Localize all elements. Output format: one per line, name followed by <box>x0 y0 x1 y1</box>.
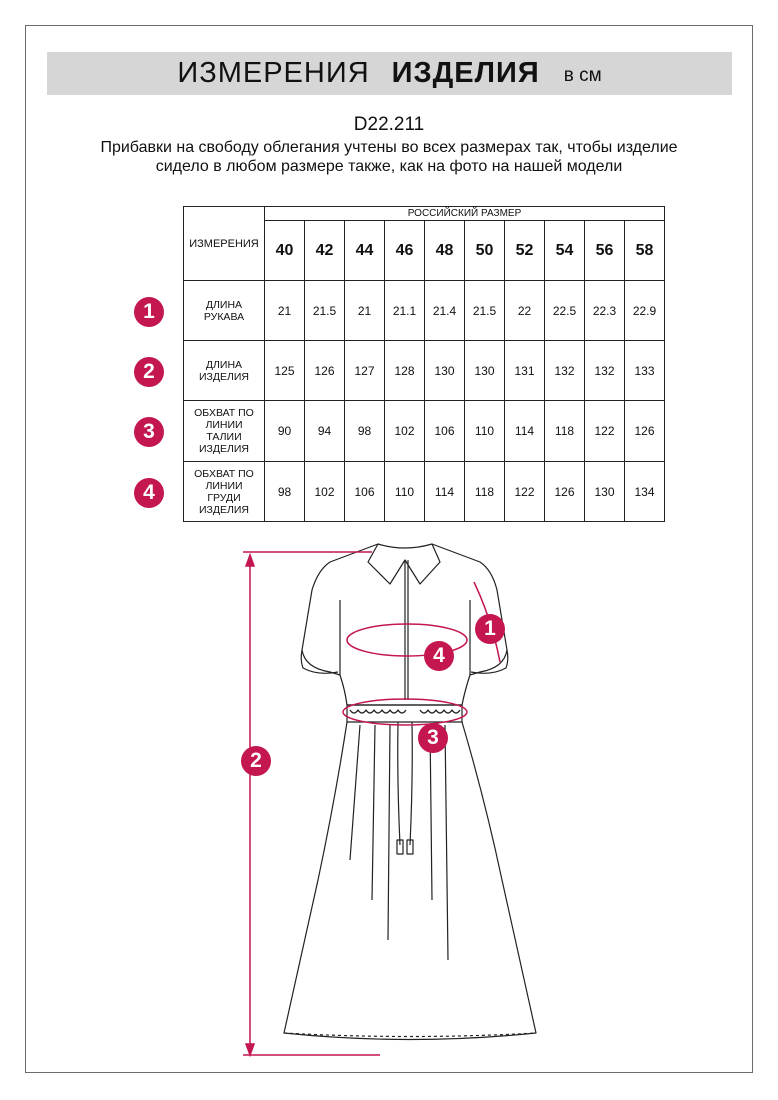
table-cell: 122 <box>585 401 625 462</box>
table-cell: 114 <box>505 401 545 462</box>
size-header-cell: 50 <box>465 221 505 281</box>
table-cell: 118 <box>465 462 505 522</box>
row-label-line: ЛИНИИ <box>205 419 243 431</box>
table-cell: 134 <box>625 462 665 522</box>
row-label-line: ДЛИНА <box>205 298 243 311</box>
diagram-marker-length: 2 <box>241 746 271 776</box>
table-cell: 21.5 <box>465 281 505 341</box>
table-cell: 133 <box>625 341 665 401</box>
row-label-line: ИЗДЕЛИЯ <box>198 503 250 516</box>
row-number-badge: 4 <box>134 478 164 508</box>
size-header-cell: 52 <box>505 221 545 281</box>
table-cell: 110 <box>465 401 505 462</box>
row-label-line: ИЗДЕЛИЯ <box>198 370 250 383</box>
row-label-line: ДЛИНА <box>205 358 243 371</box>
table-cell: 132 <box>545 341 585 401</box>
table-cell: 21 <box>345 281 385 341</box>
table-cell: 22.5 <box>545 281 585 341</box>
table-cell: 114 <box>425 462 465 522</box>
article-code: D22.211 <box>353 114 425 135</box>
measure-lines <box>243 552 500 1055</box>
table-cell: 98 <box>345 401 385 462</box>
table-cell: 132 <box>585 341 625 401</box>
title-word-product: ИЗДЕЛИЯ <box>391 57 540 89</box>
table-cell: 130 <box>465 341 505 401</box>
table-cell: 21 <box>265 281 305 341</box>
table-cell: 90 <box>265 401 305 462</box>
table-cell: 128 <box>385 341 425 401</box>
table-cell: 21.5 <box>305 281 345 341</box>
table-cell: 102 <box>305 462 345 522</box>
table-cell: 21.1 <box>385 281 425 341</box>
table-cell: 22 <box>505 281 545 341</box>
size-header-cell: 46 <box>385 221 425 281</box>
size-header-cell: 54 <box>545 221 585 281</box>
size-header-cell: 58 <box>625 221 665 281</box>
table-cell: 102 <box>385 401 425 462</box>
row-label-line: ОБХВАТ ПО <box>194 467 254 480</box>
fit-note: Прибавки на свободу облегания учтены во всех размерах так, чтобы изделие сидело в любом размере также, как на фото на нашей модели <box>100 139 678 175</box>
table-cell: 21.4 <box>425 281 465 341</box>
row-label-line: ЛИНИИ <box>205 479 243 492</box>
row-label-line: ТАЛИИ <box>206 431 242 443</box>
table-cell: 106 <box>345 462 385 522</box>
table-cell: 98 <box>265 462 305 522</box>
row-label-line: ОБХВАТ ПО <box>194 407 254 419</box>
diagram-marker-chest: 4 <box>424 641 454 671</box>
row-label-line: ИЗДЕЛИЯ <box>198 443 250 455</box>
diagram-marker-sleeve: 1 <box>475 614 505 644</box>
title-unit: в см <box>563 64 602 86</box>
table-cell: 126 <box>305 341 345 401</box>
table-corner-label: ИЗМЕРЕНИЯ <box>184 207 265 281</box>
table-cell: 125 <box>265 341 305 401</box>
row-label-line: ГРУДИ <box>207 491 241 504</box>
row-number-badge: 1 <box>134 297 164 327</box>
table-cell: 22.3 <box>585 281 625 341</box>
size-header-cell: 44 <box>345 221 385 281</box>
row-label-line: РУКАВА <box>203 310 245 323</box>
table-cell: 126 <box>625 401 665 462</box>
table-cell: 130 <box>585 462 625 522</box>
diagram-marker-waist: 3 <box>418 723 448 753</box>
size-header-cell: 42 <box>305 221 345 281</box>
table-cell: 127 <box>345 341 385 401</box>
table-cell: 122 <box>505 462 545 522</box>
size-header-cell: 56 <box>585 221 625 281</box>
table-cell: 110 <box>385 462 425 522</box>
table-cell: 94 <box>305 401 345 462</box>
title-word-measurements: ИЗМЕРЕНИЯ <box>177 57 370 89</box>
table-cell: 106 <box>425 401 465 462</box>
table-cell: 118 <box>545 401 585 462</box>
size-group-header: РОССИЙСКИЙ РАЗМЕР <box>265 207 665 221</box>
table-cell: 130 <box>425 341 465 401</box>
table-cell: 22.9 <box>625 281 665 341</box>
table-cell: 126 <box>545 462 585 522</box>
size-header-cell: 40 <box>265 221 305 281</box>
table-cell: 131 <box>505 341 545 401</box>
size-header-cell: 48 <box>425 221 465 281</box>
row-number-badge: 3 <box>134 417 164 447</box>
row-number-badge: 2 <box>134 357 164 387</box>
